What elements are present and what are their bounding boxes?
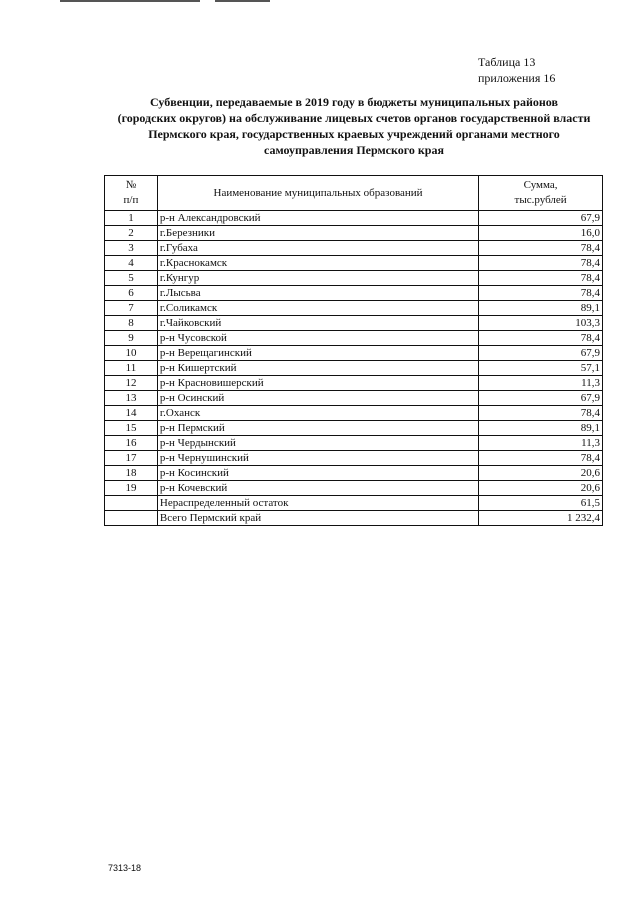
row-amount: 11,3 [479, 436, 603, 451]
row-municipality: р-н Красновишерский [157, 376, 478, 391]
row-municipality: р-н Кочевский [157, 481, 478, 496]
row-number [105, 511, 158, 526]
row-municipality: р-н Чердынский [157, 436, 478, 451]
table-row [105, 241, 603, 256]
row-number: 9 [105, 331, 158, 346]
row-amount: 67,9 [479, 211, 603, 226]
row-amount: 67,9 [479, 391, 603, 406]
table-row [105, 511, 603, 526]
row-municipality: р-н Александровский [157, 211, 478, 226]
row-municipality: р-н Косинский [157, 466, 478, 481]
header-sum-label: Сумма, [523, 179, 558, 191]
row-number: 19 [105, 481, 158, 496]
row-amount: 78,4 [479, 286, 603, 301]
table-row [105, 331, 603, 346]
title-line: Субвенции, передаваемые в 2019 году в бюджеты муниципальных районов [150, 95, 558, 109]
header-sum-unit: тыс.рублей [514, 194, 567, 206]
row-amount: 20,6 [479, 466, 603, 481]
table-row [105, 256, 603, 271]
table-row [105, 316, 603, 331]
row-amount: 16,0 [479, 226, 603, 241]
row-amount: 89,1 [479, 421, 603, 436]
row-amount: 78,4 [479, 331, 603, 346]
row-municipality: р-н Чусовской [157, 331, 478, 346]
table-reference [478, 54, 555, 86]
scan-edge-mark [215, 0, 270, 2]
table-row [105, 406, 603, 421]
row-amount: 61,5 [479, 496, 603, 511]
row-municipality: Нераспределенный остаток [157, 496, 478, 511]
row-municipality: р-н Верещагинский [157, 346, 478, 361]
row-municipality: Всего Пермский край [157, 511, 478, 526]
row-municipality: г.Березники [157, 226, 478, 241]
row-amount: 78,4 [479, 406, 603, 421]
row-number: 2 [105, 226, 158, 241]
row-amount: 1 232,4 [479, 511, 603, 526]
row-amount: 11,3 [479, 376, 603, 391]
title-line: самоуправления Пермского края [264, 143, 444, 157]
table-row [105, 436, 603, 451]
row-number [105, 496, 158, 511]
table-row [105, 361, 603, 376]
document-code: 7313-18 [108, 863, 142, 873]
row-number: 16 [105, 436, 158, 451]
header-number-label: п/п [123, 194, 139, 206]
row-number: 18 [105, 466, 158, 481]
table-row [105, 451, 603, 466]
row-amount: 20,6 [479, 481, 603, 496]
header-number [105, 176, 158, 211]
table-row [105, 301, 603, 316]
row-municipality: г.Оханск [157, 406, 478, 421]
row-number: 10 [105, 346, 158, 361]
table-row [105, 481, 603, 496]
title-line: (городских округов) на обслуживание лицевых счетов органов государственной власти [117, 111, 591, 125]
row-number: 6 [105, 286, 158, 301]
table-row [105, 421, 603, 436]
row-number: 3 [105, 241, 158, 256]
row-amount: 78,4 [479, 256, 603, 271]
header-number-sign: № [125, 179, 137, 191]
table-row [105, 211, 603, 226]
table-row [105, 346, 603, 361]
document-title [104, 94, 604, 158]
subvention-table [104, 175, 603, 526]
row-municipality: р-н Чернушинский [157, 451, 478, 466]
table-row [105, 376, 603, 391]
row-municipality: г.Лысьва [157, 286, 478, 301]
header-name: Наименование муниципальных образований [157, 176, 478, 211]
row-municipality: г.Кунгур [157, 271, 478, 286]
row-amount: 103,3 [479, 316, 603, 331]
row-amount: 57,1 [479, 361, 603, 376]
row-municipality: г.Соликамск [157, 301, 478, 316]
row-amount: 67,9 [479, 346, 603, 361]
table-row [105, 271, 603, 286]
row-number: 12 [105, 376, 158, 391]
row-municipality: р-н Пермский [157, 421, 478, 436]
row-number: 11 [105, 361, 158, 376]
row-number: 7 [105, 301, 158, 316]
row-amount: 78,4 [479, 241, 603, 256]
table-body [105, 211, 603, 526]
row-number: 8 [105, 316, 158, 331]
table-row [105, 391, 603, 406]
row-number: 5 [105, 271, 158, 286]
row-municipality: г.Краснокамск [157, 256, 478, 271]
scan-edge-mark [60, 0, 200, 2]
row-municipality: р-н Кишертский [157, 361, 478, 376]
table-row [105, 226, 603, 241]
row-number: 17 [105, 451, 158, 466]
header-sum [479, 176, 603, 211]
table-row [105, 466, 603, 481]
row-amount: 89,1 [479, 301, 603, 316]
table-row [105, 286, 603, 301]
title-line: Пермского края, государственных краевых учреждений органами местного [148, 127, 560, 141]
row-number: 4 [105, 256, 158, 271]
row-amount: 78,4 [479, 451, 603, 466]
row-number: 1 [105, 211, 158, 226]
appendix-number: приложения 16 [478, 71, 556, 85]
row-number: 13 [105, 391, 158, 406]
table-row [105, 496, 603, 511]
row-municipality: г.Губаха [157, 241, 478, 256]
table-number: Таблица 13 [478, 55, 536, 69]
row-number: 15 [105, 421, 158, 436]
row-number: 14 [105, 406, 158, 421]
row-municipality: г.Чайковский [157, 316, 478, 331]
row-municipality: р-н Осинский [157, 391, 478, 406]
table-header-row [105, 176, 603, 211]
row-amount: 78,4 [479, 271, 603, 286]
